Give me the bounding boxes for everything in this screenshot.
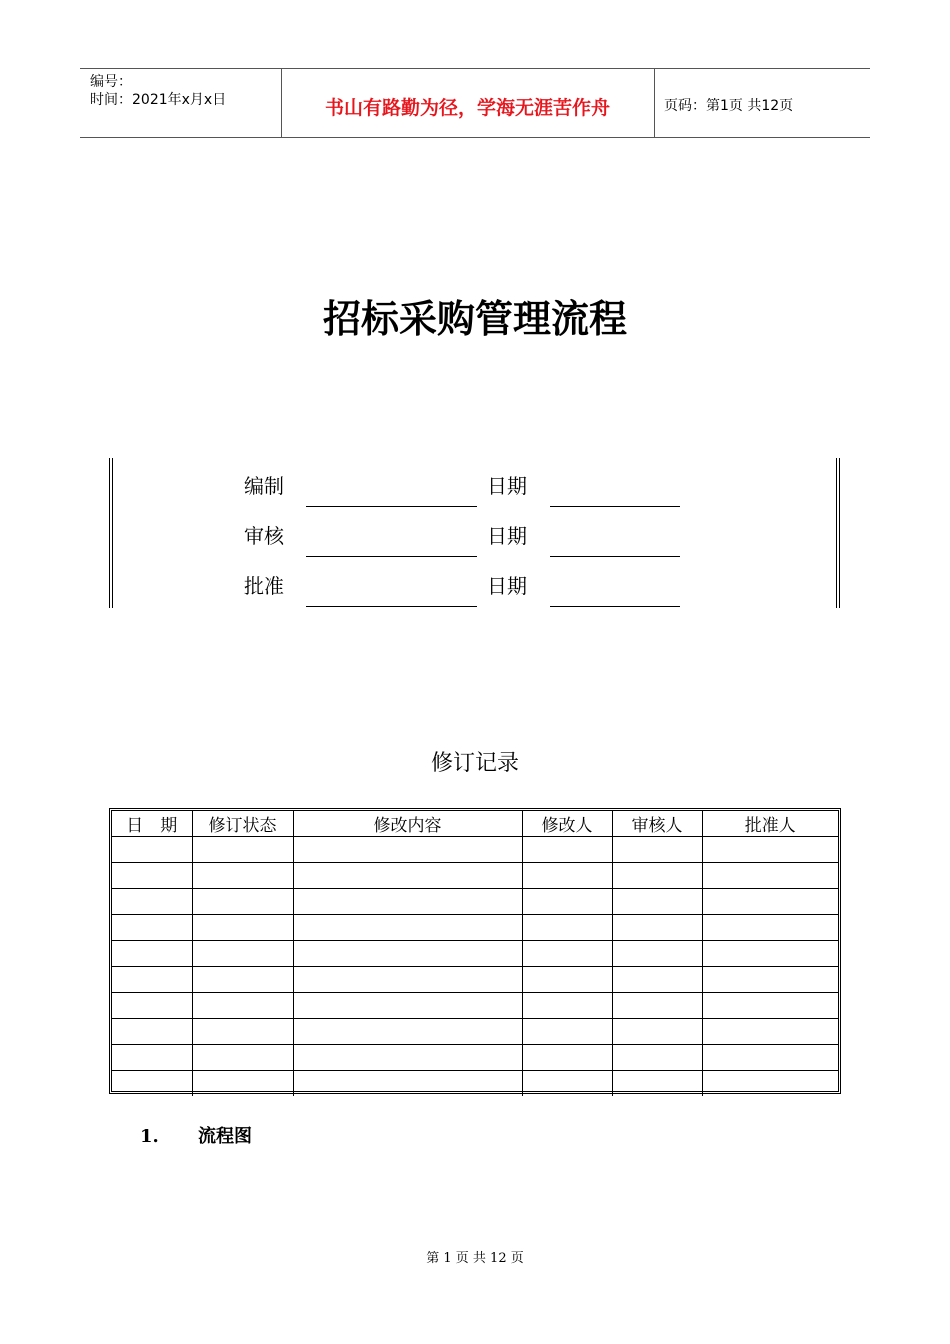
document-number-label: 编号： bbox=[90, 74, 132, 90]
table-cell bbox=[612, 837, 702, 863]
sign-row-label: 批准 bbox=[244, 574, 284, 598]
table-cell bbox=[522, 1071, 612, 1097]
table-row bbox=[112, 915, 838, 941]
table-cell bbox=[702, 1045, 838, 1071]
table-cell bbox=[522, 863, 612, 889]
table-cell bbox=[702, 967, 838, 993]
table-cell bbox=[192, 993, 293, 1019]
page-footer: 第 1 页 共 12 页 bbox=[426, 1251, 524, 1266]
table-cell bbox=[612, 915, 702, 941]
header-motto-cell bbox=[281, 69, 655, 137]
table-cell bbox=[192, 1071, 293, 1097]
revision-record-title: 修订记录 bbox=[430, 751, 519, 776]
sign-row-approve bbox=[109, 558, 840, 598]
table-cell bbox=[293, 863, 522, 889]
table-cell bbox=[293, 941, 522, 967]
sign-date-line bbox=[550, 556, 680, 557]
table-cell bbox=[293, 1019, 522, 1045]
table-cell bbox=[612, 863, 702, 889]
sign-date-label: 日期 bbox=[487, 474, 527, 498]
sign-name-line bbox=[306, 606, 477, 607]
table-cell bbox=[192, 1019, 293, 1045]
sign-row-label: 编制 bbox=[244, 474, 284, 498]
table-row bbox=[112, 889, 838, 915]
table-cell bbox=[112, 837, 192, 863]
page-header bbox=[80, 68, 870, 138]
table-row bbox=[112, 941, 838, 967]
table-cell bbox=[293, 1045, 522, 1071]
table-cell bbox=[192, 941, 293, 967]
sign-row-compile bbox=[109, 458, 840, 498]
table-cell bbox=[192, 915, 293, 941]
table-cell bbox=[612, 889, 702, 915]
header-meta-cell bbox=[80, 69, 282, 137]
document-title: 招标采购管理流程 bbox=[322, 296, 627, 341]
table-cell bbox=[522, 837, 612, 863]
column-header: 日 期 bbox=[112, 811, 192, 837]
table-cell bbox=[702, 863, 838, 889]
column-header: 修改内容 bbox=[293, 811, 522, 837]
table-cell bbox=[192, 837, 293, 863]
table-row bbox=[112, 837, 838, 863]
sign-row-label: 审核 bbox=[244, 524, 284, 548]
table-row bbox=[112, 993, 838, 1019]
table-cell bbox=[293, 967, 522, 993]
table-cell bbox=[702, 1071, 838, 1097]
table-cell bbox=[112, 1045, 192, 1071]
section-heading bbox=[140, 1122, 252, 1148]
section-title: 流程图 bbox=[198, 1126, 252, 1147]
table-cell bbox=[112, 993, 192, 1019]
table-cell bbox=[112, 1071, 192, 1097]
header-page-cell bbox=[654, 69, 870, 137]
table-cell bbox=[702, 915, 838, 941]
table-cell bbox=[702, 941, 838, 967]
table-row bbox=[112, 967, 838, 993]
table-cell bbox=[522, 941, 612, 967]
table-cell bbox=[192, 967, 293, 993]
table-cell bbox=[112, 863, 192, 889]
sign-row-review bbox=[109, 508, 840, 548]
table-cell bbox=[192, 863, 293, 889]
table-cell bbox=[612, 941, 702, 967]
table-cell bbox=[112, 967, 192, 993]
table-cell bbox=[192, 1045, 293, 1071]
header-page-info: 页码：第1页 共12页 bbox=[664, 98, 794, 114]
table-row bbox=[112, 1045, 838, 1071]
table-cell bbox=[522, 1019, 612, 1045]
table-cell bbox=[702, 889, 838, 915]
table-cell bbox=[112, 941, 192, 967]
section-number: 1. bbox=[140, 1126, 159, 1147]
sign-date-line bbox=[550, 606, 680, 607]
revision-table bbox=[109, 808, 841, 1094]
sign-name-line bbox=[306, 506, 477, 507]
revision-table-header-row bbox=[112, 811, 838, 837]
sign-date-line bbox=[550, 506, 680, 507]
sign-name-line bbox=[306, 556, 477, 557]
table-cell bbox=[702, 837, 838, 863]
table-cell bbox=[612, 1045, 702, 1071]
table-cell bbox=[192, 889, 293, 915]
sign-date-label: 日期 bbox=[487, 524, 527, 548]
table-row bbox=[112, 1019, 838, 1045]
table-cell bbox=[522, 967, 612, 993]
table-cell bbox=[112, 889, 192, 915]
table-cell bbox=[612, 967, 702, 993]
table-cell bbox=[612, 1019, 702, 1045]
table-cell bbox=[112, 915, 192, 941]
table-cell bbox=[702, 1019, 838, 1045]
column-header: 审核人 bbox=[612, 811, 702, 837]
table-cell bbox=[612, 1071, 702, 1097]
signature-box bbox=[109, 458, 840, 608]
header-motto: 书山有路勤为径，学海无涯苦作舟 bbox=[324, 97, 610, 119]
table-cell bbox=[293, 915, 522, 941]
table-cell bbox=[293, 889, 522, 915]
document-time-label: 时间：2021年x月x日 bbox=[90, 92, 227, 108]
column-header: 批准人 bbox=[702, 811, 838, 837]
column-header: 修改人 bbox=[522, 811, 612, 837]
table-cell bbox=[522, 915, 612, 941]
table-cell bbox=[112, 1019, 192, 1045]
table-cell bbox=[293, 1071, 522, 1097]
table-row bbox=[112, 863, 838, 889]
column-header: 修订状态 bbox=[192, 811, 293, 837]
table-cell bbox=[293, 993, 522, 1019]
table-cell bbox=[293, 837, 522, 863]
sign-date-label: 日期 bbox=[487, 574, 527, 598]
table-cell bbox=[522, 889, 612, 915]
table-cell bbox=[702, 993, 838, 1019]
table-cell bbox=[522, 993, 612, 1019]
table-row bbox=[112, 1071, 838, 1097]
table-cell bbox=[522, 1045, 612, 1071]
table-cell bbox=[612, 993, 702, 1019]
